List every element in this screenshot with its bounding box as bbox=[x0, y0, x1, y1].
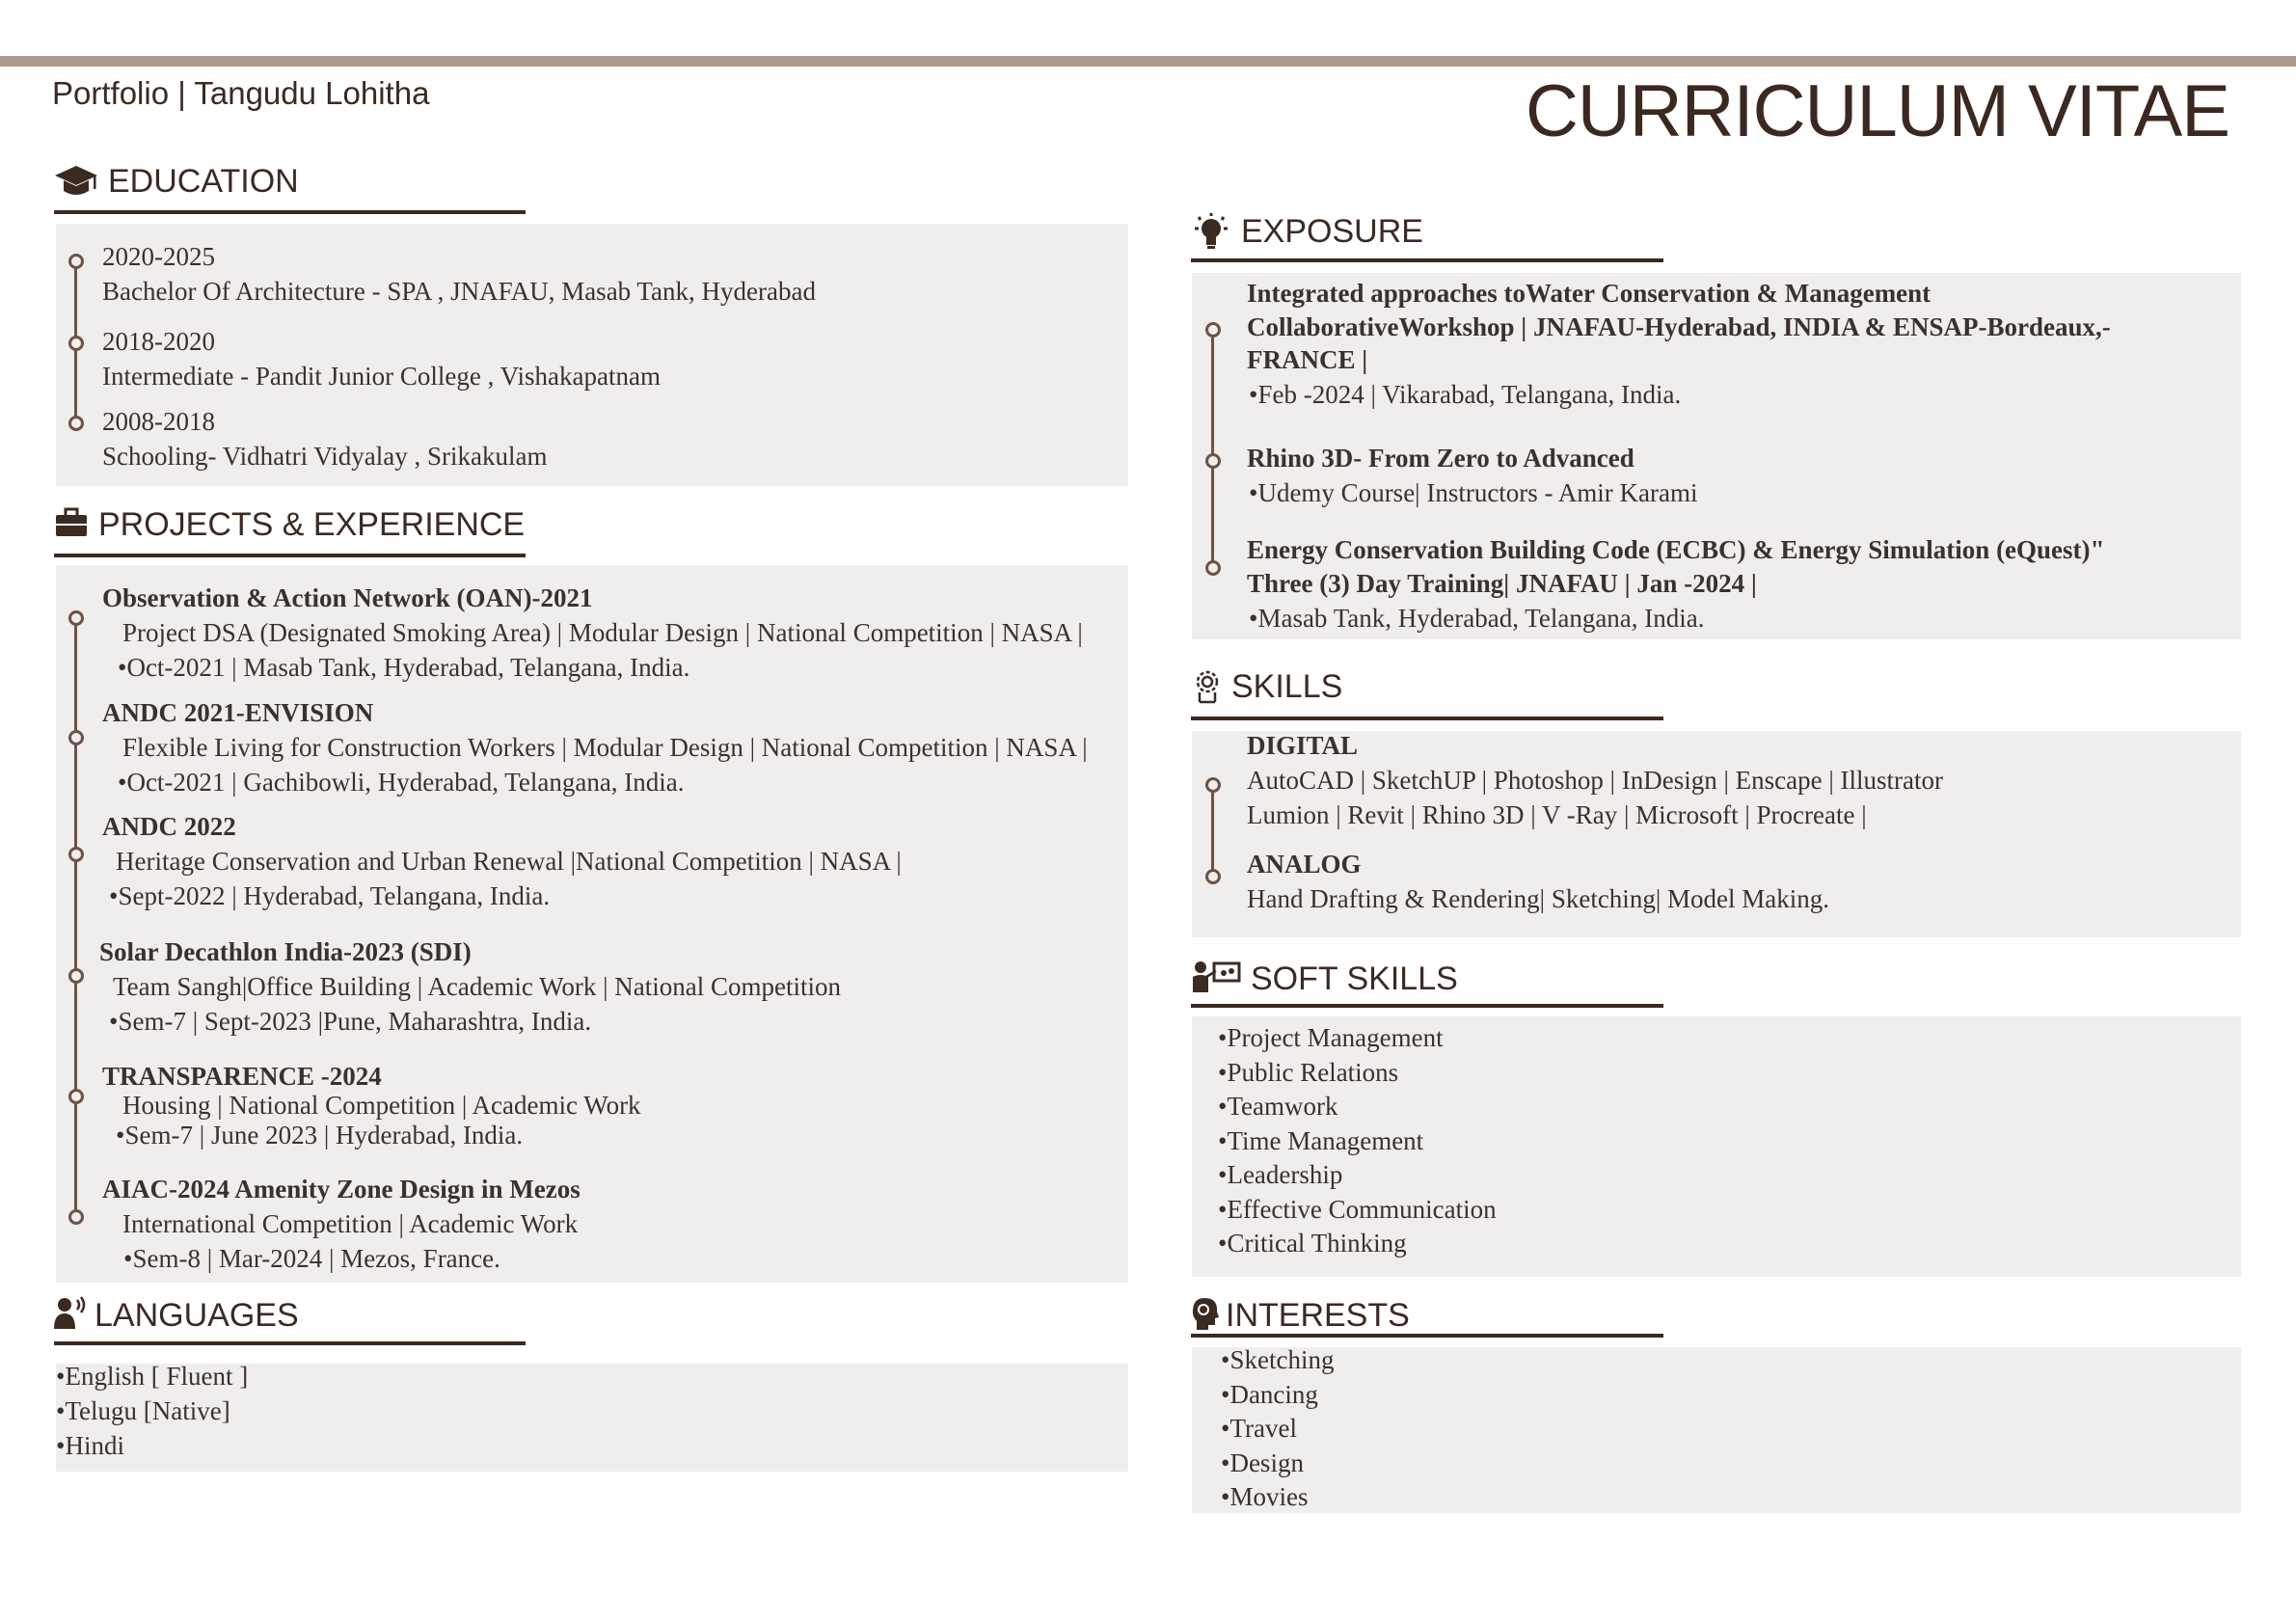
languages-heading bbox=[54, 1296, 299, 1335]
exposure-title-line: Three (3) Day Training| JNAFAU | Jan -2024 | bbox=[1247, 569, 1757, 598]
exposure-title-line: Rhino 3D- From Zero to Advanced bbox=[1247, 444, 1634, 473]
language-item: •English [ Fluent ] bbox=[56, 1362, 249, 1391]
skills-heading bbox=[1191, 667, 1342, 706]
skills-timeline bbox=[1211, 785, 1214, 876]
timeline-dot bbox=[1205, 777, 1221, 793]
project-date: •Sem-7 | June 2023 | Hyderabad, India. bbox=[116, 1121, 524, 1150]
presenter-icon bbox=[1191, 960, 1241, 998]
project-detail: International Competition | Academic Work bbox=[122, 1209, 579, 1238]
skills-rule bbox=[1191, 717, 1663, 720]
timeline-dot bbox=[68, 416, 84, 431]
education-years: 2020-2025 bbox=[102, 242, 215, 271]
project-title: ANDC 2021-ENVISION bbox=[102, 698, 374, 727]
exposure-subline: •Feb -2024 | Vikarabad, Telangana, India. bbox=[1249, 380, 1682, 409]
page-title: CURRICULUM VITAE bbox=[1526, 70, 2229, 152]
interest-item: •Sketching bbox=[1221, 1345, 1335, 1374]
skills-title: SKILLS bbox=[1231, 667, 1343, 705]
education-detail: Schooling- Vidhatri Vidyalay , Srikakulam bbox=[102, 442, 548, 471]
project-detail: Flexible Living for Construction Workers | Modular Design | National Competition | NASA | bbox=[122, 733, 1088, 762]
education-detail: Intermediate - Pandit Junior College , Vishakapatnam bbox=[102, 362, 661, 391]
languages-rule bbox=[54, 1341, 526, 1345]
soft-skill-item: •Time Management bbox=[1218, 1126, 1424, 1155]
lightbulb-icon bbox=[1191, 212, 1231, 251]
project-date: •Sem-7 | Sept-2023 |Pune, Maharashtra, India. bbox=[109, 1007, 592, 1036]
interests-heading bbox=[1191, 1296, 1410, 1335]
timeline-dot bbox=[1205, 869, 1221, 884]
exposure-title-line: FRANCE | bbox=[1247, 345, 1368, 374]
education-years: 2018-2020 bbox=[102, 327, 215, 356]
brain-head-icon bbox=[1191, 1296, 1220, 1335]
soft-skill-item: •Effective Communication bbox=[1218, 1195, 1497, 1224]
timeline-dot bbox=[68, 336, 84, 351]
timeline-dot bbox=[1205, 322, 1221, 338]
interest-item: •Travel bbox=[1221, 1414, 1297, 1443]
gear-head-icon bbox=[1191, 667, 1224, 706]
skills-line: Hand Drafting & Rendering| Sketching| Model Making. bbox=[1247, 884, 1829, 913]
speaker-person-icon bbox=[54, 1296, 87, 1335]
timeline-dot bbox=[1205, 560, 1221, 576]
project-title: AIAC-2024 Amenity Zone Design in Mezos bbox=[102, 1175, 581, 1204]
interests-panel bbox=[1192, 1347, 2241, 1513]
exposure-title-line: CollaborativeWorkshop | JNAFAU-Hyderabad, INDIA & ENSAP-Bordeaux,- bbox=[1247, 312, 2111, 341]
skills-group-title: DIGITAL bbox=[1247, 731, 1359, 760]
interest-item: •Movies bbox=[1221, 1482, 1309, 1511]
languages-title: LANGUAGES bbox=[95, 1296, 299, 1334]
soft-skill-item: •Public Relations bbox=[1218, 1058, 1399, 1087]
interests-title: INTERESTS bbox=[1226, 1296, 1410, 1334]
interests-rule bbox=[1191, 1334, 1663, 1338]
language-item: •Telugu [Native] bbox=[56, 1396, 230, 1425]
soft-skill-item: •Critical Thinking bbox=[1218, 1229, 1407, 1258]
interest-item: •Dancing bbox=[1221, 1380, 1318, 1409]
project-date: •Oct-2021 | Masab Tank, Hyderabad, Telangana, India. bbox=[118, 653, 690, 682]
language-item: •Hindi bbox=[56, 1431, 124, 1460]
soft-skill-item: •Project Management bbox=[1218, 1023, 1444, 1052]
soft-skill-item: •Teamwork bbox=[1218, 1092, 1338, 1121]
soft-skills-rule bbox=[1191, 1004, 1663, 1008]
projects-heading bbox=[54, 505, 525, 544]
education-heading bbox=[54, 162, 299, 201]
project-title: Observation & Action Network (OAN)-2021 bbox=[102, 583, 593, 612]
projects-title: PROJECTS & EXPERIENCE bbox=[98, 505, 526, 543]
graduation-cap-icon bbox=[54, 162, 98, 201]
project-date: •Sem-8 | Mar-2024 | Mezos, France. bbox=[123, 1244, 500, 1273]
project-title: ANDC 2022 bbox=[102, 812, 236, 841]
skills-group-title: ANALOG bbox=[1247, 850, 1362, 879]
project-detail: Housing | National Competition | Academic Work bbox=[122, 1091, 641, 1120]
interest-item: •Design bbox=[1221, 1448, 1304, 1477]
exposure-title: EXPOSURE bbox=[1241, 212, 1423, 250]
skills-line: AutoCAD | SketchUP | Photoshop | InDesign | Enscape | Illustrator bbox=[1247, 766, 1943, 795]
timeline-dot bbox=[68, 1209, 84, 1225]
timeline-dot bbox=[68, 968, 84, 984]
top-accent-bar bbox=[0, 56, 2296, 67]
project-date: •Oct-2021 | Gachibowli, Hyderabad, Telangana, India. bbox=[118, 768, 685, 797]
projects-timeline bbox=[74, 617, 77, 1217]
timeline-dot bbox=[68, 610, 84, 626]
exposure-rule bbox=[1191, 258, 1663, 262]
portfolio-label: Portfolio | Tangudu Lohitha bbox=[52, 75, 430, 111]
projects-rule bbox=[54, 554, 526, 557]
timeline-dot bbox=[1205, 453, 1221, 469]
project-date: •Sept-2022 | Hyderabad, Telangana, India. bbox=[109, 881, 551, 910]
exposure-heading bbox=[1191, 212, 1423, 251]
timeline-dot bbox=[68, 254, 84, 269]
education-title: EDUCATION bbox=[108, 162, 299, 200]
exposure-title-line: Integrated approaches toWater Conservation & Management bbox=[1247, 279, 1931, 308]
skills-line: Lumion | Revit | Rhino 3D | V -Ray | Microsoft | Procreate | bbox=[1247, 800, 1867, 829]
briefcase-icon bbox=[54, 505, 89, 544]
project-title: TRANSPARENCE -2024 bbox=[102, 1062, 382, 1091]
project-title: Solar Decathlon India-2023 (SDI) bbox=[99, 937, 472, 966]
education-years: 2008-2018 bbox=[102, 407, 215, 436]
soft-skill-item: •Leadership bbox=[1218, 1160, 1343, 1189]
exposure-subline: •Masab Tank, Hyderabad, Telangana, India. bbox=[1249, 604, 1705, 633]
timeline-dot bbox=[68, 730, 84, 745]
project-detail: Heritage Conservation and Urban Renewal |National Competition | NASA | bbox=[116, 847, 902, 876]
exposure-timeline bbox=[1211, 328, 1214, 567]
education-rule bbox=[54, 210, 526, 214]
soft-skills-title: SOFT SKILLS bbox=[1251, 960, 1458, 997]
timeline-dot bbox=[68, 847, 84, 862]
exposure-title-line: Energy Conservation Building Code (ECBC) & Energy Simulation (eQuest)" bbox=[1247, 535, 2105, 564]
soft-skills-heading bbox=[1191, 960, 1458, 998]
exposure-subline: •Udemy Course| Instructors - Amir Karami bbox=[1249, 478, 1698, 507]
project-detail: Project DSA (Designated Smoking Area) | Modular Design | National Competition | NASA | bbox=[122, 618, 1083, 647]
education-detail: Bachelor Of Architecture - SPA , JNAFAU, Masab Tank, Hyderabad bbox=[102, 277, 816, 306]
timeline-dot bbox=[68, 1089, 84, 1104]
project-detail: Team Sangh|Office Building | Academic Work | National Competition bbox=[113, 972, 842, 1001]
